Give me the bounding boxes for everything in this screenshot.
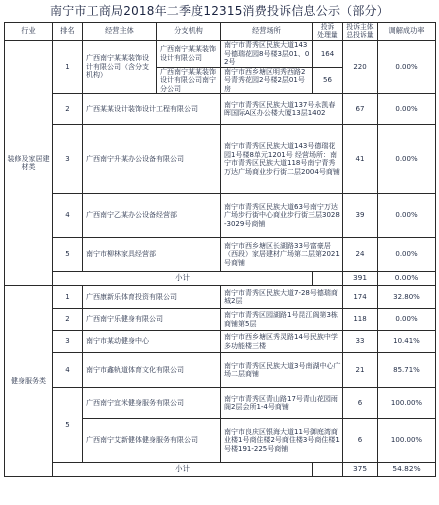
complaint-count-cell: 164	[313, 41, 343, 68]
success-rate-cell: 100.00%	[378, 388, 436, 419]
header-address: 经营场所	[221, 23, 313, 41]
subject-cell: 南宁市某动健身中心	[83, 331, 221, 353]
address-cell: 南宁市西乡塘区明秀西路2号青秀花园2号楼2层01号房	[221, 67, 313, 94]
subject-cell: 广西南宁宜米健身服务有限公司	[83, 388, 221, 419]
subject-cell: 广西某某设计装饰设计工程有限公司	[83, 94, 221, 125]
subject-cell: 广西南宁乐健身有限公司	[83, 309, 221, 331]
complaint-table	[4, 22, 436, 477]
success-rate-cell: 0.00%	[378, 94, 436, 125]
table-row	[5, 125, 436, 194]
subject-cell: 广西康新乐体育投资有限公司	[83, 286, 221, 309]
subject-total-cell: 41	[343, 125, 378, 194]
subtotal-count-cell	[313, 272, 343, 286]
page-title: 南宁市工商局2018年二季度12315消费投诉信息公示（部分）	[50, 4, 389, 18]
address-cell: 南宁市青秀区民族大道143号德瑞花园1号楼8单元1201号 经营场所：南宁市青秀区民族大道118号南宁青秀万达广场商业步行街二层2004号商铺	[221, 125, 343, 194]
subject-total-cell: 21	[343, 353, 378, 388]
subject-total-cell: 220	[343, 41, 378, 94]
table-row	[5, 331, 436, 353]
address-cell: 南宁市西乡塘区秀灵路14号民族中学多功能楼三楼	[221, 331, 343, 353]
header-subject-total-line2: 总投诉量	[346, 30, 374, 39]
rank-cell: 4	[53, 353, 83, 388]
rank-cell: 2	[53, 94, 83, 125]
rank-cell: 3	[53, 125, 83, 194]
subject-total-cell: 24	[343, 238, 378, 272]
success-rate-cell: 0.00%	[378, 238, 436, 272]
header-rank: 排名	[53, 23, 83, 41]
success-rate-cell: 32.80%	[378, 286, 436, 309]
header-complaints	[313, 23, 343, 41]
success-rate-cell: 10.41%	[378, 331, 436, 353]
subject-total-cell: 67	[343, 94, 378, 125]
table-row	[5, 41, 436, 68]
subject-total-cell: 174	[343, 286, 378, 309]
subject-total-cell: 6	[343, 419, 378, 463]
subject-cell: 广西南宁某某装饰设计有限公司（含分支机构）	[83, 41, 157, 94]
subtotal-value: 375	[343, 463, 378, 477]
address-cell: 南宁市青秀区园湖路1号昆江阁第3栋商铺第5层	[221, 309, 343, 331]
subtotal-count-cell	[313, 463, 343, 477]
table-row	[5, 309, 436, 331]
header-row	[5, 23, 436, 41]
address-cell: 南宁市青秀区民族大道3号南湖中心广场二层商铺	[221, 353, 343, 388]
header-complaints-line2: 处理量	[317, 30, 338, 39]
header-subject-total-line1: 投诉主体	[346, 23, 374, 31]
header-branch: 分支机构	[157, 23, 221, 41]
table-row	[5, 388, 436, 419]
rank-cell: 3	[53, 331, 83, 353]
branch-cell: 广西南宁某某装饰设计有限公司	[157, 41, 221, 68]
success-rate-cell: 0.00%	[378, 125, 436, 194]
subject-cell: 南宁市鑫轨道体育文化有限公司	[83, 353, 221, 388]
success-rate-cell: 85.71%	[378, 353, 436, 388]
subtotal-label: 小计	[53, 272, 313, 286]
subtotal-rate: 54.82%	[378, 463, 436, 477]
success-rate-cell: 0.00%	[378, 41, 436, 94]
address-cell: 南宁市青秀区民族大道63号南宁万达广场步行街中心商业步行街三层3028-3029号商铺	[221, 194, 343, 238]
rank-cell: 5	[53, 388, 83, 463]
address-cell: 南宁市青秀区民族大道137号永凯春晖国际A区办公楼大厦13层1402	[221, 94, 343, 125]
rank-cell: 1	[53, 41, 83, 94]
table-row	[5, 353, 436, 388]
subject-cell: 南宁市柳林家具经营部	[83, 238, 221, 272]
address-cell: 南宁市青秀区民族大道143号德瑞花园8号楼3层01、02号	[221, 41, 313, 68]
header-subject-total	[343, 23, 378, 41]
subtotal-row	[5, 463, 436, 477]
rank-cell: 1	[53, 286, 83, 309]
subtotal-rate: 0.00%	[378, 272, 436, 286]
subject-total-cell: 6	[343, 388, 378, 419]
industry-cell: 健身服务类	[5, 286, 53, 477]
subtotal-row	[5, 272, 436, 286]
table-row	[5, 286, 436, 309]
industry-cell: 装修及家居建材类	[5, 41, 53, 286]
success-rate-cell: 0.00%	[378, 309, 436, 331]
address-cell: 南宁市青秀区民族大道7-28号德瑞商城2层	[221, 286, 343, 309]
header-subject: 经营主体	[83, 23, 157, 41]
address-cell: 南宁市青秀区青山路17号青山花园雨阁2层会所1-4号商铺	[221, 388, 343, 419]
header-complaints-line1: 投诉	[320, 23, 335, 31]
subtotal-value: 391	[343, 272, 378, 286]
subject-total-cell: 118	[343, 309, 378, 331]
subject-cell: 广西南宁乙某办公设备经营部	[83, 194, 221, 238]
rank-cell: 4	[53, 194, 83, 238]
table-row	[5, 194, 436, 238]
address-cell: 南宁市西乡塘区长湖路33号富豪居（西段）家居建材广场第二层第2021号商铺	[221, 238, 343, 272]
subject-total-cell: 39	[343, 194, 378, 238]
success-rate-cell: 100.00%	[378, 419, 436, 463]
branch-cell: 广西南宁某某装饰设计有限公司南宁分公司	[157, 67, 221, 94]
table-row	[5, 238, 436, 272]
rank-cell: 5	[53, 238, 83, 272]
table-row	[5, 94, 436, 125]
header-industry: 行业	[5, 23, 53, 41]
subject-total-cell: 33	[343, 331, 378, 353]
subtotal-label: 小计	[53, 463, 313, 477]
subject-cell: 广西南宁升某办公设备有限公司	[83, 125, 221, 194]
header-success-rate: 调解成功率	[378, 23, 436, 41]
success-rate-cell: 0.00%	[378, 194, 436, 238]
rank-cell: 2	[53, 309, 83, 331]
address-cell: 南宁市良庆区银海大道11号御庭湾商业楼1号商住楼2号商住楼3号商住楼1号楼191-225号商铺	[221, 419, 343, 463]
complaint-count-cell: 56	[313, 67, 343, 94]
subject-cell: 广西南宁艾新健体健身服务有限公司	[83, 419, 221, 463]
